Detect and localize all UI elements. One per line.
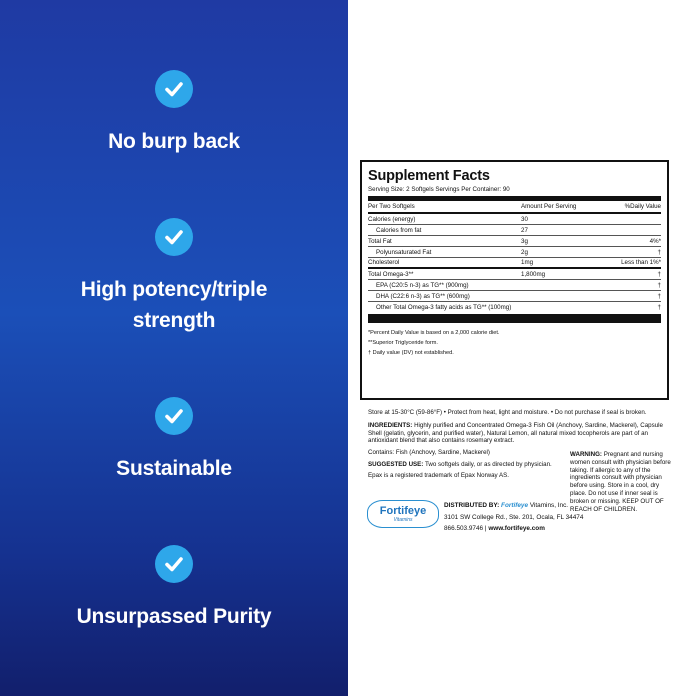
nutrient-amount: 27 [521, 226, 528, 234]
logo-name: Fortifeye [379, 504, 427, 517]
header-amount: Amount Per Serving [521, 203, 577, 210]
feature-purity [0, 545, 348, 632]
checkmark-icon [155, 70, 193, 108]
ingredients-label: INGREDIENTS: [368, 422, 413, 429]
footnote: *Percent Daily Value is based on a 2,000 calorie diet. [368, 330, 500, 336]
nutrient-name: EPA (C20:5 n-3) as TG** (900mg) [376, 281, 469, 289]
suggested-text: Two softgels daily, or as directed by physician. [424, 460, 552, 468]
header-dv: %Daily Value [624, 203, 661, 210]
nutrient-name: Total Fat [368, 237, 392, 245]
nutrient-name: Cholesterol [368, 259, 400, 266]
nutrient-amount: 30 [521, 215, 528, 223]
label-row [368, 302, 661, 313]
feature-text: Unsurpassed Purity [76, 605, 272, 628]
suggested-label: SUGGESTED USE: [368, 460, 424, 468]
nutrient-name: Calories (energy) [368, 215, 416, 223]
supplement-facts-label [360, 160, 669, 400]
warning-block [570, 451, 674, 513]
distributor-label: DISTRIBUTED BY: [444, 502, 500, 509]
nutrient-name: Total Omega-3** [368, 270, 414, 278]
label-row [368, 225, 661, 236]
distributor-line [444, 500, 584, 512]
nutrient-dv: † [657, 281, 661, 289]
nutrient-dv: † [657, 270, 661, 278]
distributor-info [444, 500, 584, 535]
distributor-phone: 866.503.9746 [444, 525, 484, 532]
label-title: Supplement Facts [368, 168, 490, 184]
distributor-brand: Fortifeye [501, 502, 529, 509]
contains-text: Contains: Fish (Anchovy, Sardine, Mackerel) [368, 448, 490, 456]
nutrient-name: Other Total Omega-3 fatty acids as TG** (100mg) [376, 304, 512, 311]
nutrient-amount: 1mg [521, 259, 534, 266]
label-row [368, 269, 661, 280]
checkmark-icon [155, 545, 193, 583]
warning-label: WARNING: [570, 451, 602, 458]
distributor-suffix: Vitamins, Inc. [529, 502, 569, 509]
footnote: **Superior Triglyceride form. [368, 340, 438, 346]
feature-high-potency [0, 218, 348, 336]
ingredients [368, 422, 673, 445]
nutrient-dv: † [657, 292, 661, 300]
nutrient-name: Polyunsaturated Fat [376, 248, 432, 256]
storage-text: Store at 15-30°C (59-86°F) • Protect from heat, light and moisture. • Do not purchase if seal is broken. [368, 409, 647, 416]
checkmark-icon [155, 397, 193, 435]
nutrient-name: DHA (C22:6 n-3) as TG** (600mg) [376, 292, 470, 300]
feature-sustainable [0, 397, 348, 484]
label-row [368, 214, 661, 225]
suggested-use [368, 461, 568, 469]
label-divider [368, 314, 661, 323]
label-row [368, 247, 661, 258]
distributor-website[interactable]: www.fortifeye.com [488, 525, 545, 532]
distributor-address: 3101 SW College Rd., Ste. 201, Ocala, FL 34474 [444, 513, 584, 521]
label-header-row [368, 201, 661, 214]
ingredients-text: Highly purified and Concentrated Omega-3 Fish Oil (Anchovy, Sardine, Mackerel), Capsule Shell (gelatin, glycerin, and purified water), Natural Lemon, all natural mixed tocopherols are part of an antioxidant blend that also contains rosemary extract. [368, 422, 663, 445]
label-row [368, 236, 661, 247]
nutrient-dv: Less than 1%* [621, 259, 661, 266]
distributor-contact: 866.503.9746 | www.fortifeye.com [444, 525, 545, 532]
feature-no-burp [0, 70, 348, 157]
nutrient-dv: † [657, 248, 661, 256]
serving-info: Serving Size: 2 Softgels Servings Per Container: 90 [368, 186, 661, 201]
label-footnotes [368, 328, 661, 358]
feature-text: Sustainable [116, 457, 232, 480]
nutrient-dv: 4%* [649, 237, 661, 245]
feature-text: High potency/triple strength [80, 278, 268, 332]
trademark-text: Epax is a registered trademark of Epax Norway AS. [368, 471, 510, 479]
warning-text: Pregnant and nursing women consult with physician before taking. If allergic to any of the ingredients consult with physician before using. Store in a cool, dry place. Do not use if inner seal is broken or missing. [570, 451, 671, 505]
header-per: Per Two Softgels [368, 203, 415, 210]
fortifeye-logo [367, 500, 439, 528]
nutrient-amount: 2g [521, 248, 528, 256]
checkmark-icon [155, 218, 193, 256]
label-row [368, 280, 661, 291]
nutrient-name: Calories from fat [376, 226, 422, 234]
label-row [368, 258, 661, 269]
label-row [368, 291, 661, 302]
warning-caps: KEEP OUT OF REACH OF CHILDREN. [570, 497, 664, 513]
footnote: † Daily value (DV) not established. [368, 350, 454, 356]
nutrient-amount: 3g [521, 237, 528, 245]
nutrient-amount: 1,800mg [521, 270, 546, 278]
nutrient-dv: † [657, 304, 661, 311]
feature-text: No burp back [108, 130, 240, 153]
logo-tagline: Vitamins [393, 516, 413, 523]
